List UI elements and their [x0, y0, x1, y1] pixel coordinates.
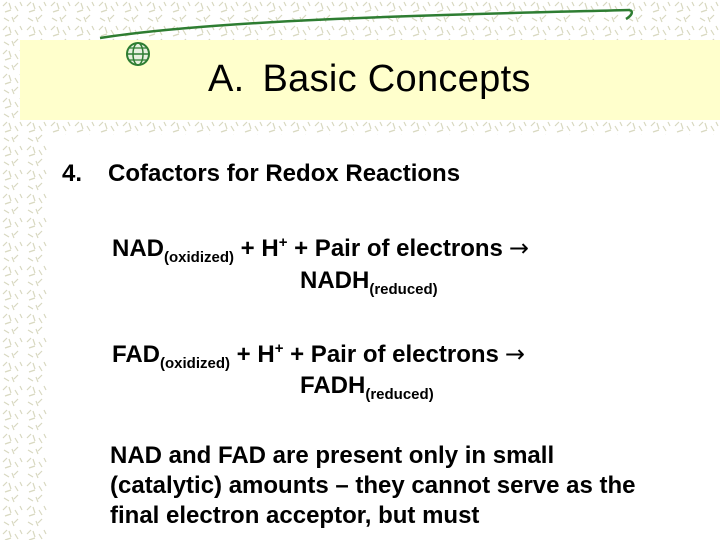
fad-equation-line1: [112, 340, 525, 372]
section-heading: [62, 160, 460, 188]
title-number: A.: [208, 58, 245, 100]
fad-h-charge: +: [274, 340, 284, 357]
title-text: Basic Concepts: [262, 58, 531, 100]
fad-product-state: (reduced): [365, 386, 434, 403]
nad-h-charge: +: [278, 234, 288, 251]
fad-reactant-state: (oxidized): [160, 355, 230, 372]
nad-product: NADH: [300, 267, 370, 294]
explanatory-note: NAD and FAD are present only in small (catalytic) amounts – they cannot serve as the final electron acceptor, but must: [110, 442, 636, 529]
nad-equation-line2: [300, 267, 438, 298]
fad-reactant: FAD: [112, 341, 160, 368]
heading-number: 4.: [62, 160, 83, 187]
heading-text: Cofactors for Redox Reactions: [108, 160, 461, 187]
fad-arrow-icon: →: [504, 340, 525, 368]
fad-electrons: + Pair of electrons: [283, 341, 499, 368]
fad-equation-line2: [300, 372, 434, 403]
nad-arrow-icon: →: [508, 234, 529, 262]
globe-icon: [127, 43, 149, 65]
nad-electrons: + Pair of electrons: [287, 235, 503, 262]
fad-plus-h: + H: [230, 341, 275, 368]
nad-plus-h: + H: [234, 235, 279, 262]
nad-reactant: NAD: [112, 235, 164, 262]
fad-product: FADH: [300, 372, 366, 399]
nad-product-state: (reduced): [369, 281, 438, 298]
nad-reactant-state: (oxidized): [164, 249, 234, 266]
nad-equation-line1: [112, 234, 529, 266]
slide-title: [208, 58, 531, 101]
